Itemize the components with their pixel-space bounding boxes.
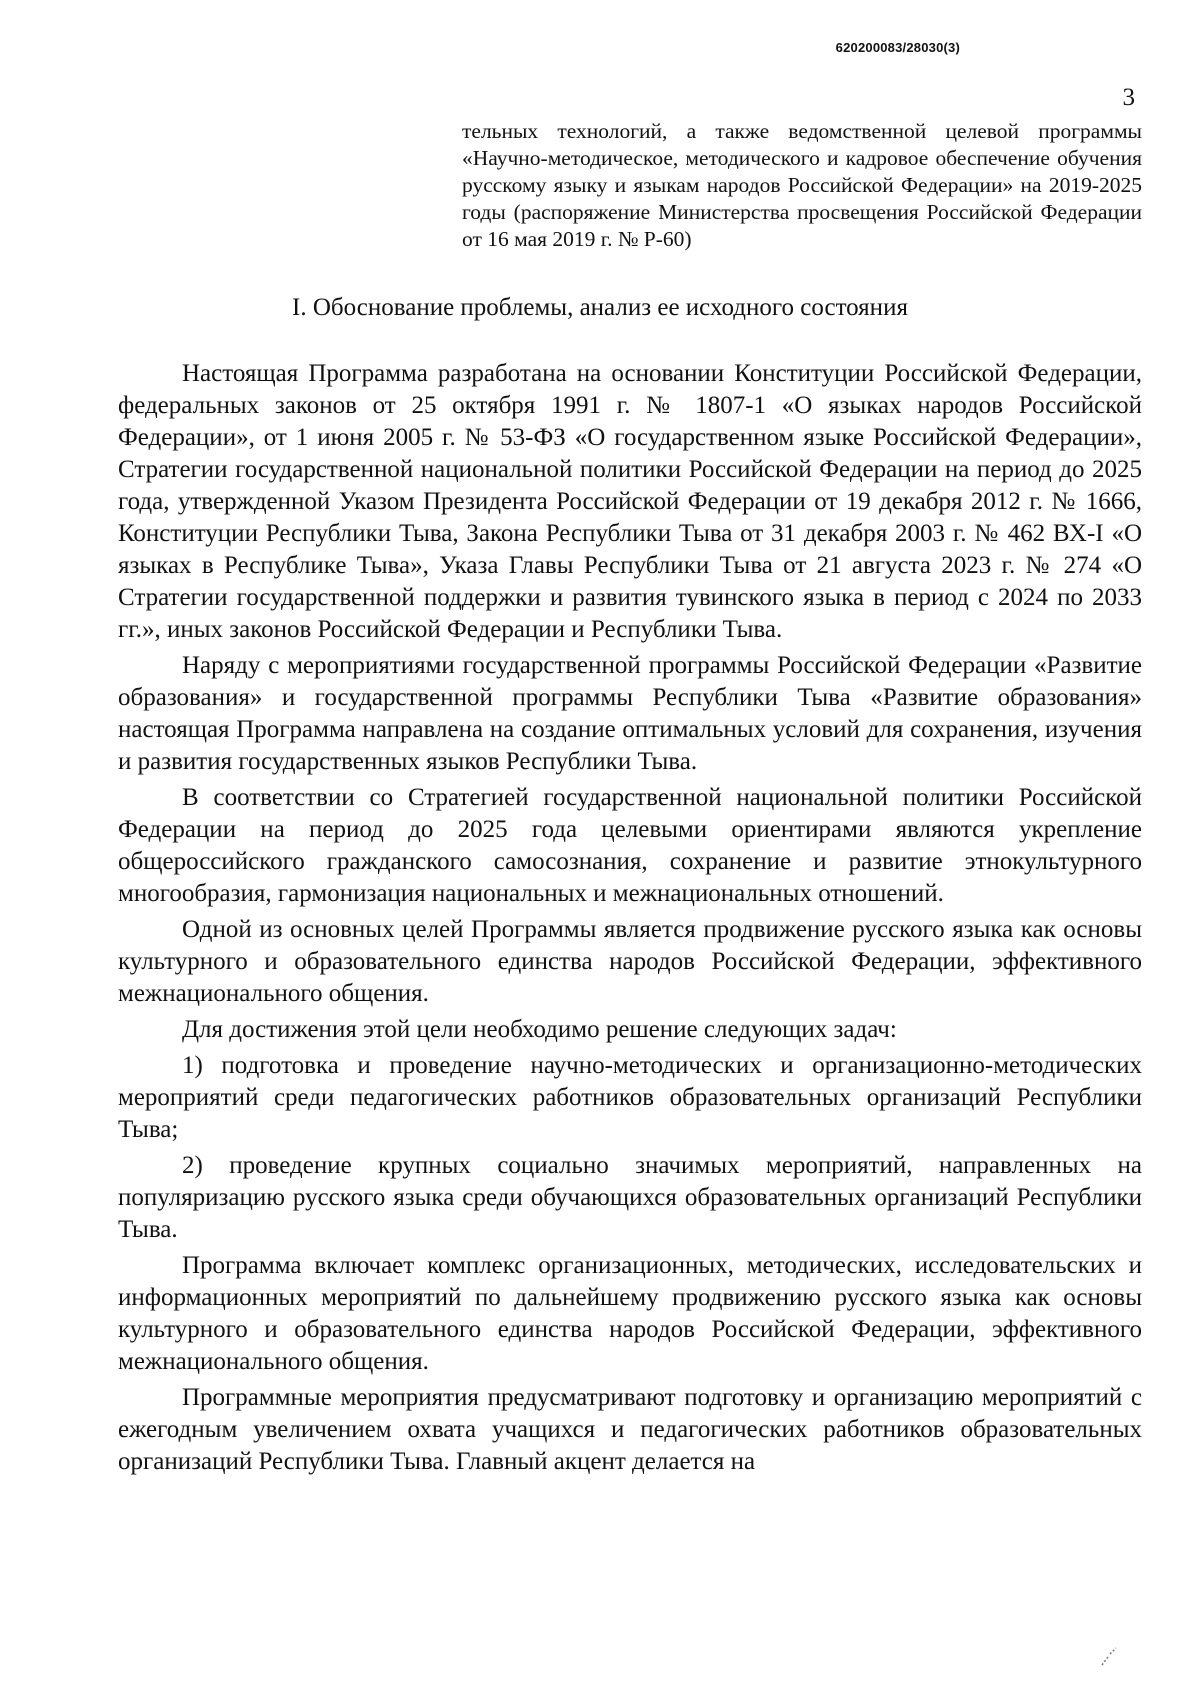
list-item: 1) подготовка и проведение научно-методических и организационно-методических мероприятий среди педагогических работников образовательных организаций Республики Тыва;	[118, 1052, 1142, 1143]
list-item: 2) проведение крупных социально значимых мероприятий, направленных на популяризацию русского языка среди обучающихся образовательных организаций Республики Тыва.	[118, 1152, 1142, 1243]
body-text	[118, 358, 1142, 1482]
document-code: 620200083/28030(3)	[835, 40, 960, 55]
page-number: 3	[1122, 84, 1135, 111]
scan-mark-icon	[1098, 1645, 1120, 1667]
continuation-text: тельных технологий, а также ведомственной целевой программы «Научно-методическое, методического и кадровое обеспечение обучения русскому языку и языкам народов Российской Федерации» на 2019-2025 годы (распоряжение Министерства просвещения Российской Федерации от 16 мая 2019 г. № Р-60)	[462, 119, 1142, 251]
paragraph: Настоящая Программа разработана на основании Конституции Российской Федерации, федеральных законов от 25 октября 1991 г. № 1807-1 «О языках народов Российской Федерации», от 1 июня 2005 г. № 53-ФЗ «О государственном языке Российской Федерации», Стратегии государственной национальной политики Российской Федерации на период до 2025 года, утвержденной Указом Президента Российской Федерации от 19 декабря 2012 г. № 1666, Конституции Республики Тыва, Закона Республики Тыва от 31 декабря 2003 г. № 462 ВХ-I «О языках в Республике Тыва», Указа Главы Республики Тыва от 21 августа 2023 г. № 274 «О Стратегии государственной поддержки и развития тувинского языка в период с 2024 по 2033 гг.», иных законов Российской Федерации и Республики Тыва.	[118, 360, 1142, 643]
section-title: I. Обоснование проблемы, анализ ее исходного состояния	[292, 294, 908, 321]
paragraph: Наряду с мероприятиями государственной программы Российской Федерации «Развитие образования» и государственной программы Республики Тыва «Развитие образования» настоящая Программа направлена на создание оптимальных условий для сохранения, изучения и развития государственных языков Республики Тыва.	[118, 652, 1142, 775]
paragraph: Программа включает комплекс организационных, методических, исследовательских и информационных мероприятий по дальнейшему продвижению русского языка как основы культурного и образовательного единства народов Российской Федерации, эффективного межнационального общения.	[118, 1252, 1142, 1375]
paragraph: Для достижения этой цели необходимо решение следующих задач:	[182, 1016, 897, 1043]
paragraph: В соответствии со Стратегией государственной национальной политики Российской Федерации на период до 2025 года целевыми ориентирами являются укрепление общероссийского гражданского самосознания, сохранение и развитие этнокультурного многообразия, гармонизация национальных и межнациональных отношений.	[118, 784, 1142, 907]
paragraph: Одной из основных целей Программы является продвижение русского языка как основы культурного и образовательного единства народов Российской Федерации, эффективного межнационального общения.	[118, 916, 1142, 1007]
paragraph: Программные мероприятия предусматривают подготовку и организацию мероприятий с ежегодным увеличением охвата учащихся и педагогических работников образовательных организаций Республики Тыва. Главный акцент делается на	[118, 1384, 1142, 1475]
